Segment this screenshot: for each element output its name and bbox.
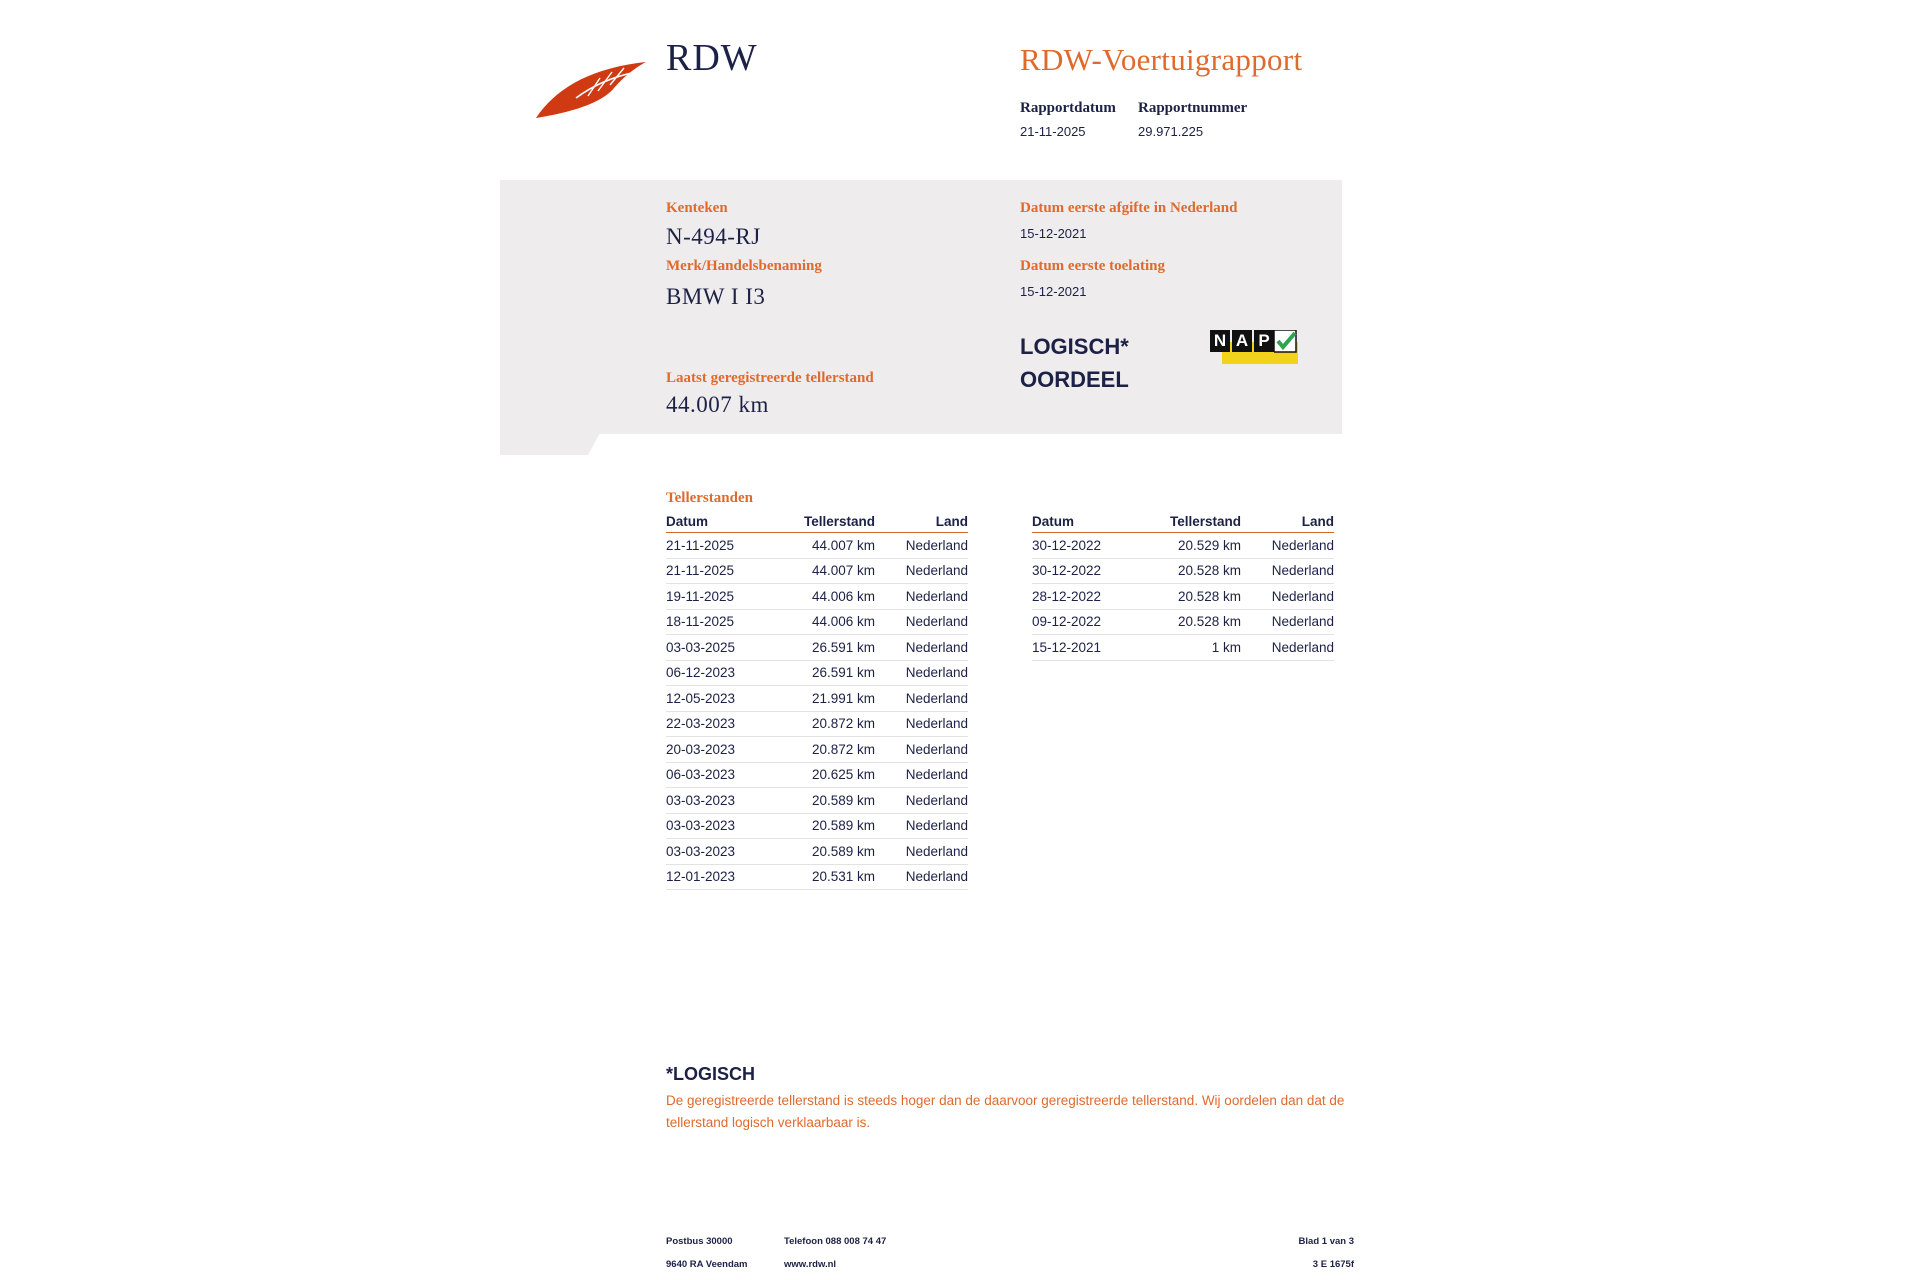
first-issue-nl-label: Datum eerste afgifte in Nederland (1020, 200, 1238, 216)
footer-phone: Telefoon 088 008 74 47 (784, 1236, 887, 1247)
footer-city: 9640 RA Veendam (666, 1259, 748, 1270)
date-cell: 06-03-2023 (666, 762, 769, 788)
report-date: 21-11-2025 (1020, 124, 1086, 139)
date-cell: 22-03-2023 (666, 711, 769, 737)
country-cell: Nederland (875, 762, 968, 788)
odometer-cell: 44.007 km (769, 558, 875, 584)
country-cell: Nederland (875, 864, 968, 890)
odometer-cell: 26.591 km (769, 635, 875, 661)
table-header-row (666, 512, 968, 533)
report-title: RDW-Voertuigrapport (1020, 42, 1303, 77)
date-cell: 15-12-2021 (1032, 635, 1135, 661)
odometer-table-left (666, 512, 968, 890)
date-cell: 21-11-2025 (666, 558, 769, 584)
odometer-cell: 20.589 km (769, 839, 875, 865)
table-row (666, 737, 968, 763)
column-header-country: Land (1241, 512, 1334, 533)
nap-letter: N (1210, 330, 1230, 352)
table-row (666, 788, 968, 814)
plate-label: Kenteken (666, 200, 728, 216)
footer-code: 3 E 1675f (1312, 1259, 1354, 1270)
column-header-odometer: Tellerstand (1135, 512, 1241, 533)
date-cell: 03-03-2023 (666, 788, 769, 814)
odometer-table-right (1032, 512, 1334, 661)
odometer-cell: 20.528 km (1135, 558, 1241, 584)
column-header-date: Datum (1032, 512, 1135, 533)
odometer-cell: 44.006 km (769, 584, 875, 610)
country-cell: Nederland (1241, 609, 1334, 635)
odometer-cell: 44.006 km (769, 609, 875, 635)
nap-letter: P (1254, 330, 1274, 352)
country-cell: Nederland (875, 584, 968, 610)
table-row (666, 635, 968, 661)
odometer-section-title: Tellerstanden (666, 490, 753, 506)
date-cell: 30-12-2022 (1032, 558, 1135, 584)
country-cell: Nederland (875, 686, 968, 712)
table-header-row (1032, 512, 1334, 533)
country-cell: Nederland (875, 533, 968, 559)
table-row (1032, 635, 1334, 661)
country-cell: Nederland (1241, 584, 1334, 610)
odometer-cell: 20.528 km (1135, 584, 1241, 610)
odometer-cell: 20.589 km (769, 813, 875, 839)
country-cell: Nederland (875, 558, 968, 584)
panel-notch (500, 433, 600, 455)
country-cell: Nederland (875, 839, 968, 865)
date-cell: 28-12-2022 (1032, 584, 1135, 610)
table-row (666, 533, 968, 559)
table-row (666, 864, 968, 890)
odometer-cell: 20.625 km (769, 762, 875, 788)
footer-page-number: Blad 1 van 3 (1298, 1236, 1354, 1247)
date-cell: 12-01-2023 (666, 864, 769, 890)
country-cell: Nederland (875, 711, 968, 737)
odometer-cell: 21.991 km (769, 686, 875, 712)
report-date-label: Rapportdatum (1020, 100, 1116, 116)
date-cell: 19-11-2025 (666, 584, 769, 610)
footer-postbus: Postbus 30000 (666, 1236, 733, 1247)
first-admission-label: Datum eerste toelating (1020, 258, 1165, 274)
country-cell: Nederland (875, 609, 968, 635)
table-row (666, 609, 968, 635)
brand-label: Merk/Handelsbenaming (666, 258, 822, 274)
odometer-cell: 44.007 km (769, 533, 875, 559)
verdict-line2: OORDEEL (1020, 367, 1129, 392)
report-number: 29.971.225 (1138, 124, 1204, 139)
first-admission-date: 15-12-2021 (1020, 284, 1087, 299)
table-row (666, 686, 968, 712)
last-odometer-label: Laatst geregistreerde tellerstand (666, 370, 874, 386)
verdict-line1: LOGISCH* (1020, 334, 1129, 359)
country-cell: Nederland (1241, 635, 1334, 661)
country-cell: Nederland (875, 660, 968, 686)
date-cell: 06-12-2023 (666, 660, 769, 686)
last-odometer-value: 44.007 km (666, 392, 769, 417)
rdw-logo-text: RDW (666, 37, 758, 79)
rdw-logo-mark-icon (536, 58, 648, 120)
odometer-cell: 26.591 km (769, 660, 875, 686)
nap-letter: A (1232, 330, 1252, 352)
date-cell: 03-03-2025 (666, 635, 769, 661)
table-row (1032, 533, 1334, 559)
odometer-cell: 20.589 km (769, 788, 875, 814)
table-row (666, 839, 968, 865)
date-cell: 21-11-2025 (666, 533, 769, 559)
date-cell: 12-05-2023 (666, 686, 769, 712)
footnote-title: *LOGISCH (666, 1064, 756, 1084)
report-number-label: Rapportnummer (1138, 100, 1248, 116)
nap-check-icon (1274, 330, 1298, 354)
date-cell: 18-11-2025 (666, 609, 769, 635)
table-row (666, 660, 968, 686)
column-header-date: Datum (666, 512, 769, 533)
date-cell: 03-03-2023 (666, 839, 769, 865)
date-cell: 30-12-2022 (1032, 533, 1135, 559)
vehicle-info-panel (500, 180, 1342, 434)
country-cell: Nederland (875, 813, 968, 839)
country-cell: Nederland (875, 788, 968, 814)
odometer-cell: 20.528 km (1135, 609, 1241, 635)
date-cell: 09-12-2022 (1032, 609, 1135, 635)
date-cell: 03-03-2023 (666, 813, 769, 839)
date-cell: 20-03-2023 (666, 737, 769, 763)
table-row (1032, 584, 1334, 610)
country-cell: Nederland (1241, 533, 1334, 559)
table-row (666, 558, 968, 584)
odometer-cell: 20.529 km (1135, 533, 1241, 559)
table-row (1032, 558, 1334, 584)
table-row (666, 762, 968, 788)
country-cell: Nederland (875, 635, 968, 661)
table-row (1032, 609, 1334, 635)
country-cell: Nederland (875, 737, 968, 763)
odometer-cell: 20.531 km (769, 864, 875, 890)
first-issue-nl-date: 15-12-2021 (1020, 226, 1087, 241)
brand-name: BMW I I3 (666, 284, 766, 309)
country-cell: Nederland (1241, 558, 1334, 584)
column-header-country: Land (875, 512, 968, 533)
nap-badge (1210, 330, 1298, 364)
table-row (666, 711, 968, 737)
table-row (666, 813, 968, 839)
odometer-cell: 20.872 km (769, 711, 875, 737)
odometer-cell: 1 km (1135, 635, 1241, 661)
license-plate: N-494-RJ (666, 224, 761, 249)
column-header-odometer: Tellerstand (769, 512, 875, 533)
footnote-text: De geregistreerde tellerstand is steeds hoger dan de daarvoor geregistreerde tellerstand. Wij oordelen dan dat de tellerstand logisch verklaarbaar is. (666, 1093, 1345, 1130)
odometer-cell: 20.872 km (769, 737, 875, 763)
table-row (666, 584, 968, 610)
footer-website[interactable]: www.rdw.nl (784, 1259, 837, 1270)
